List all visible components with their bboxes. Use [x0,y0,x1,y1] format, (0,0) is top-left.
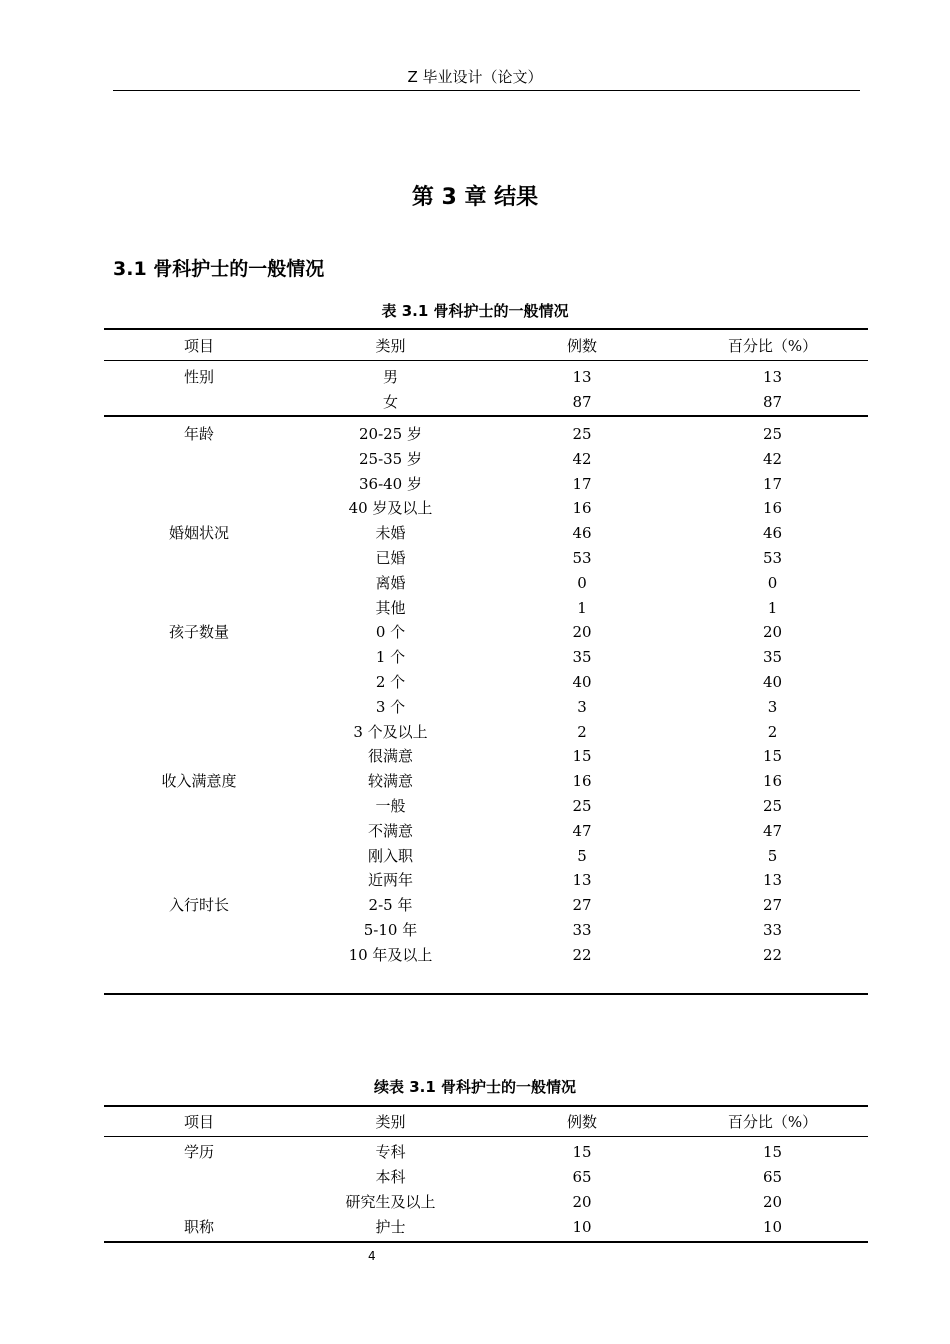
cell-count: 1 [577,598,587,617]
table-row [104,1165,868,1190]
cell-category: 2 个 [375,673,406,691]
section-title: 3.1 骨科护士的一般情况 [113,258,325,280]
table2-header-category: 类别 [375,1113,406,1131]
cell-category: 0 个 [375,623,406,642]
cell-percent: 42 [762,449,783,468]
table2-top-rule [104,1105,868,1107]
cell-item: 收入满意度 [161,772,237,791]
table-row [104,645,868,670]
table-row [104,868,868,893]
cell-category: 很满意 [367,747,413,766]
table-row [104,390,868,415]
cell-category: 25-35 岁 [358,449,422,468]
cell-percent: 33 [762,921,783,939]
cell-item: 职称 [183,1218,214,1236]
cell-percent: 3 [767,697,778,716]
cell-percent: 53 [762,549,783,567]
cell-count: 13 [572,368,592,386]
cell-item: 年龄 [183,425,214,443]
table-row [104,546,868,571]
cell-item: 性别 [183,368,214,386]
table-row [104,670,868,695]
cell-category: 研究生及以上 [345,1193,436,1211]
cell-category: 3 个及以上 [353,722,428,741]
table-row [104,819,868,844]
cell-count: 13 [572,871,592,890]
cell-percent: 16 [762,772,783,791]
cell-percent: 2 [767,722,778,741]
cell-count: 15 [572,747,592,766]
table1-header-row [104,334,868,359]
cell-percent: 16 [762,499,783,518]
cell-count: 47 [572,821,592,840]
table2-header-count: 例数 [566,1113,597,1131]
cell-count: 17 [572,474,592,493]
cell-percent: 25 [762,797,783,815]
cell-category: 刚入职 [367,846,413,865]
table-row [104,422,868,447]
cell-category: 未婚 [375,524,406,543]
cell-percent: 40 [762,673,783,691]
cell-category: 1 个 [375,648,406,667]
page-number: 4 [368,1249,376,1263]
cell-count: 16 [572,499,592,518]
cell-category: 男 [382,368,398,386]
table2-header-row [104,1110,868,1135]
cell-count: 87 [572,393,592,411]
table1-section-rule [104,415,868,417]
cell-category: 36-40 岁 [358,474,422,493]
cell-percent: 87 [762,393,783,411]
table1-header-rule [104,360,868,361]
cell-count: 27 [572,896,592,915]
cell-percent: 0 [767,573,778,592]
cell-category: 20-25 岁 [358,425,422,443]
table-row [104,943,868,968]
cell-item: 孩子数量 [168,623,229,642]
cell-category: 离婚 [375,573,406,592]
table2-header-rule [104,1136,868,1137]
table-row [104,794,868,819]
cell-percent: 13 [762,871,783,890]
table-row [104,918,868,943]
cell-percent: 20 [762,623,783,642]
table-row [104,496,868,521]
table-row [104,596,868,621]
cell-count: 46 [572,524,592,543]
cell-count: 5 [577,846,587,865]
cell-percent: 20 [762,1193,783,1211]
table2-header-percent: 百分比（%） [727,1113,818,1131]
cell-category: 女 [382,393,398,411]
cell-count: 10 [572,1218,592,1236]
cell-category: 护士 [375,1218,406,1236]
table1-header-percent: 百分比（%） [727,337,818,355]
cell-count: 42 [572,449,592,468]
cell-category: 2-5 年 [368,896,413,915]
table-row [104,1190,868,1215]
cell-percent: 65 [762,1168,783,1186]
table-row [104,447,868,472]
table-row [104,720,868,745]
table1-header-count: 例数 [566,337,597,355]
table1-top-rule [104,328,868,330]
cell-count: 20 [572,623,592,642]
table-row [104,472,868,497]
cell-percent: 15 [762,1143,783,1161]
cell-percent: 22 [762,945,783,964]
cell-percent: 13 [762,368,783,386]
table-row [104,744,868,769]
cell-item: 婚姻状况 [168,524,229,543]
cell-category: 较满意 [367,772,413,791]
cell-category: 10 年及以上 [348,945,433,964]
table-row [104,844,868,869]
table-row [104,521,868,546]
cell-percent: 1 [767,598,778,617]
cell-percent: 5 [767,846,778,865]
table2-header-item: 项目 [183,1113,214,1131]
cell-count: 2 [577,722,587,741]
cell-percent: 46 [762,524,783,543]
table1-bottom-rule [104,993,868,995]
cell-category: 40 岁及以上 [348,499,433,518]
table-row [104,1215,868,1240]
cell-count: 35 [572,648,592,667]
cell-count: 25 [572,797,592,815]
table1-caption: 表 3.1 骨科护士的一般情况 [381,302,569,320]
cell-count: 25 [572,425,592,443]
table2-caption: 续表 3.1 骨科护士的一般情况 [373,1078,577,1096]
cell-count: 33 [572,921,592,939]
cell-percent: 25 [762,425,783,443]
cell-category: 近两年 [367,871,413,890]
cell-category: 3 个 [375,697,406,716]
cell-percent: 17 [762,474,783,493]
table-row [104,365,868,390]
cell-count: 16 [572,772,592,791]
cell-category: 不满意 [367,821,413,840]
cell-category: 本科 [375,1168,406,1186]
cell-count: 15 [572,1143,592,1161]
cell-percent: 10 [762,1218,783,1236]
cell-category: 专科 [375,1143,406,1161]
table-row [104,571,868,596]
cell-category: 一般 [375,797,406,815]
table1-header-category: 类别 [375,337,406,355]
cell-count: 65 [572,1168,592,1186]
chapter-title: 第 3 章 结果 [411,185,539,210]
cell-percent: 35 [762,648,783,667]
cell-category: 5-10 年 [363,921,418,939]
cell-count: 3 [577,697,587,716]
cell-count: 53 [572,549,592,567]
table-row [104,1140,868,1165]
cell-count: 40 [572,673,592,691]
table1-header-item: 项目 [183,337,214,355]
cell-item: 入行时长 [168,896,229,915]
cell-category: 已婚 [375,549,406,567]
table-row [104,695,868,720]
cell-count: 22 [572,945,592,964]
table-row [104,620,868,645]
running-header: Z 毕业设计（论文） [407,68,543,86]
cell-category: 其他 [375,598,406,617]
table-row [104,769,868,794]
table-row [104,893,868,918]
cell-percent: 47 [762,821,783,840]
header-rule [113,90,860,91]
cell-percent: 27 [762,896,783,915]
table2-bottom-rule [104,1241,868,1243]
cell-item: 学历 [183,1143,214,1161]
cell-percent: 15 [762,747,783,766]
cell-count: 20 [572,1193,592,1211]
cell-count: 0 [577,573,587,592]
